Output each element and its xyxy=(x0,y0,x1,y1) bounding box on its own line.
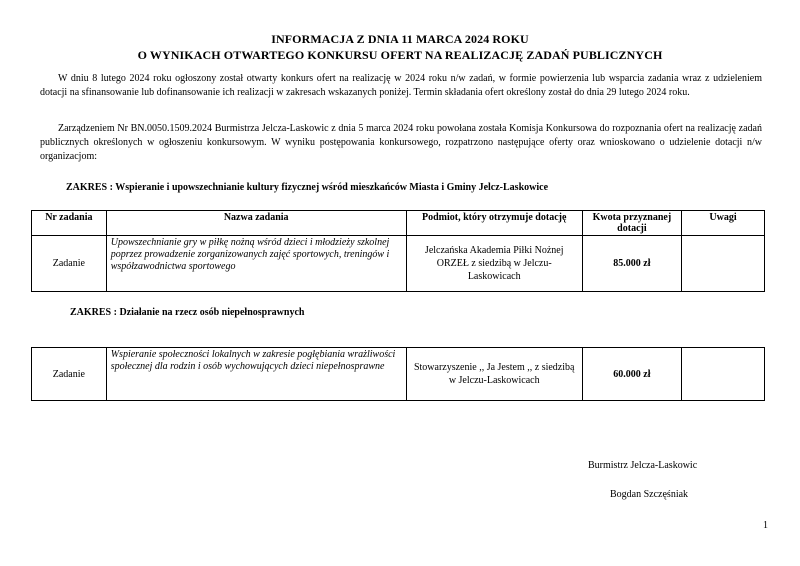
cell-uwagi xyxy=(682,236,765,292)
table-row xyxy=(32,236,765,292)
header-podmiot: Podmiot, który otrzymuje dotację xyxy=(406,211,582,236)
table-header-row xyxy=(32,211,765,236)
section2-table xyxy=(31,347,765,401)
signature-name: Bogdan Szczęśniak xyxy=(610,489,689,500)
commission-paragraph: Zarządzeniem Nr BN.0050.1509.2024 Burmistrza Jelcza-Laskowic z dnia 5 marca 2024 roku powołana została Komisja Konkursowa do rozpoznania ofert na realizację zadań publicznych określonych w ogłoszeniu konkursowym. W wyniku postępowania konkursowego, rozpatrzono następujące oferty oraz wnioskowano o udzielenie dotacji n/w organizacjom: xyxy=(40,123,762,162)
page-number: 1 xyxy=(763,520,768,531)
cell-nazwa: Wspieranie społeczności lokalnych w zakresie pogłębiania wrażliwości społecznej dla rodzin i osób wychowujących dzieci niepełnosprawne xyxy=(106,348,406,401)
document-title-line1: INFORMACJA Z DNIA 11 MARCA 2024 ROKU xyxy=(271,32,529,46)
section2-scope-heading: ZAKRES : Działanie na rzecz osób niepełnosprawnych xyxy=(70,307,305,318)
header-kwota: Kwota przyznanej dotacji xyxy=(582,211,681,236)
document-title-line2: O WYNIKACH OTWARTEGO KONKURSU OFERT NA REALIZACJĘ ZADAŃ PUBLICZNYCH xyxy=(137,48,663,62)
signature-role: Burmistrz Jelcza-Laskowic xyxy=(588,460,698,471)
cell-kwota: 85.000 zł xyxy=(582,236,681,292)
table-row xyxy=(32,348,765,401)
header-uwagi: Uwagi xyxy=(682,211,765,236)
cell-kwota: 60.000 zł xyxy=(582,348,681,401)
cell-podmiot: Stowarzyszenie ,, Ja Jestem ,, z siedzibą w Jelczu-Laskowicach xyxy=(406,348,582,401)
section1-scope-heading: ZAKRES : Wspieranie i upowszechnianie kultury fizycznej wśród mieszkańców Miasta i Gminy Jelcz-Laskowice xyxy=(66,182,549,193)
cell-nazwa: Upowszechnianie gry w piłkę nożną wśród dzieci i młodzieży szkolnej poprzez prowadzenie zorganizowanych zajęć sportowych, treningów i współzawodnictwa sportowego xyxy=(106,236,406,292)
cell-nr: Zadanie xyxy=(32,348,107,401)
section1-table xyxy=(31,210,765,292)
cell-nr: Zadanie xyxy=(32,236,107,292)
header-nazwa: Nazwa zadania xyxy=(106,211,406,236)
cell-uwagi xyxy=(682,348,765,401)
cell-podmiot: Jelczańska Akademia Piłki Nożnej ORZEŁ z siedzibą w Jelczu-Laskowicach xyxy=(406,236,582,292)
intro-paragraph: W dniu 8 lutego 2024 roku ogłoszony został otwarty konkurs ofert na realizację w 2024 roku n/w zadań, w formie powierzenia lub wsparcia zadania wraz z udzieleniem dotacji na sfinansowanie lub dofinansowanie ich realizacji w zakresach wskazanych poniżej. Termin składania ofert określony został do dnia 29 lutego 2024 roku. xyxy=(40,73,762,98)
header-nr: Nr zadania xyxy=(32,211,107,236)
